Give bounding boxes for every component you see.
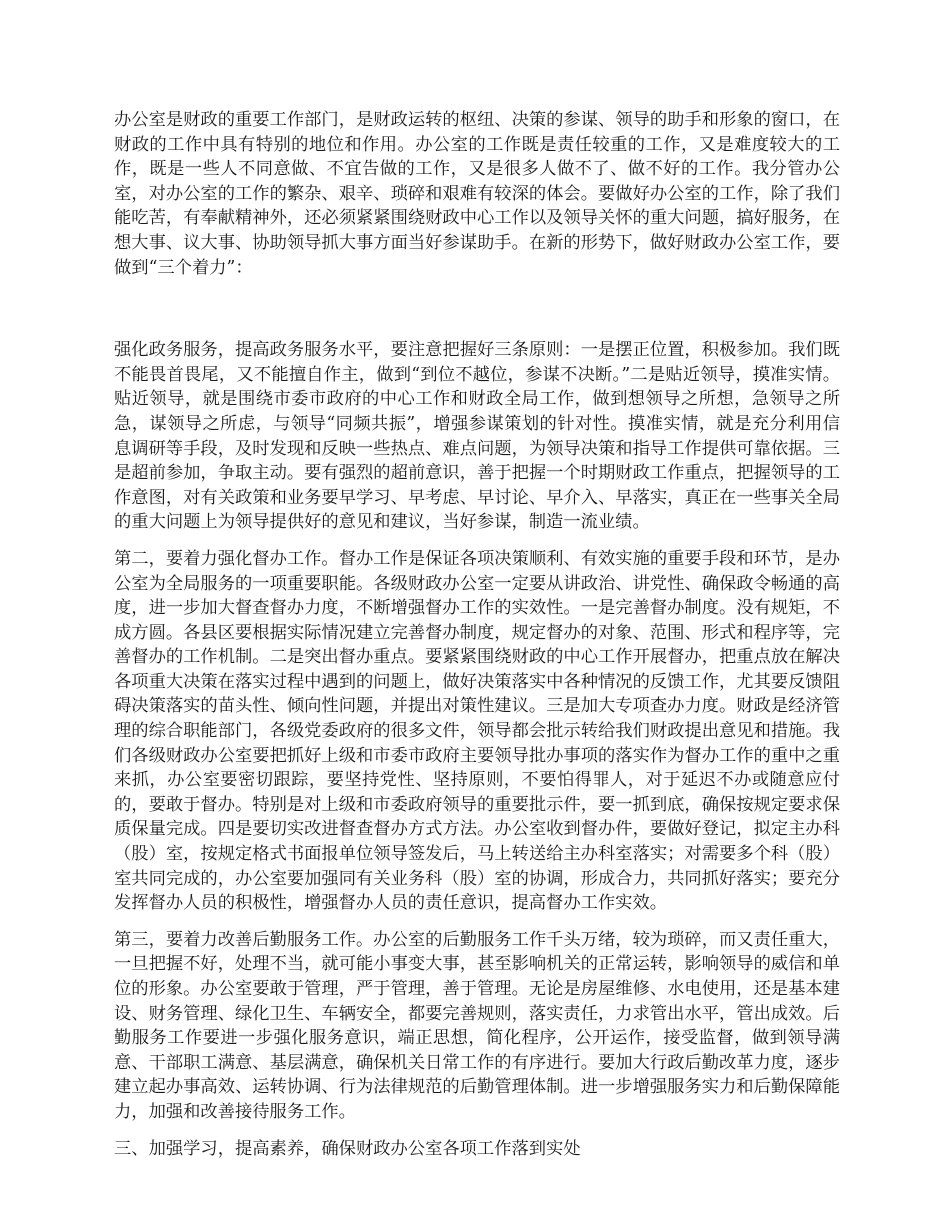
section-heading: 三、加强学习，提高素养，确保财政办公室各项工作落到实处: [114, 1138, 581, 1159]
intro-paragraph: 办公室是财政的重要工作部门，是财政运转的枢纽、决策的参谋、领导的助手和形象的窗口，在财政的工作中具有特别的地位和作用。办公室的工作既是责任较重的工作，又是难度较大的工作，既是一些人不同意做、不宜告做的工作，又是很多人做不了、做不好的工作。我分管办公室，对办公室的工作的繁杂、艰辛、琐碎和艰难有较深的体会。要做好办公室的工作，除了我们能吃苦，有奉献精神外，还必须紧紧围绕财政中心工作以及领导关怀的重大问题，搞好服务，在想大事、议大事、协助领导抓大事方面当好参谋助手。在新的形势下，做好财政办公室工作，要做到“三个着力”：: [114, 110, 840, 278]
document-body: [114, 108, 840, 1161]
paragraph-supervision-work: 第二，要着力强化督办工作。督办工作是保证各项决策顺利、有效实施的重要手段和环节，是办公室为全局服务的一项重要职能。各级财政办公室一定要从讲政治、讲党性、确保政令畅通的高度，进一步加大督查督办力度，不断增强督办工作的实效性。一是完善督办制度。没有规矩，不成方圆。各县区要根据实际情况建立完善督办制度，规定督办的对象、范围、形式和程序等，完善督办的工作机制。二是突出督办重点。要紧紧围绕财政的中心工作开展督办，把重点放在解决各项重大决策在落实过程中遇到的问题上，做好决策落实中各种情况的反馈工作，尤其要反馈阻碍决策落实的苗头性、倾向性问题，并提出对策性建议。三是加大专项查办力度。财政是经济管理的综合职能部门，各级党委政府的很多文件，领导都会批示转给我们财政提出意见和措施。我们各级财政办公室要把抓好上级和市委市政府主要领导批办事项的落实作为督办工作的重中之重来抓，办公室要密切跟踪，要坚持党性、坚持原则，不要怕得罪人，对于延迟不办或随意应付的，要敢于督办。特别是对上级和市委政府领导的重要批示件，要一抓到底，确保按规定要求保质保量完成。四是要切实改进督查督办方式方法。办公室收到督办件，要做好登记，拟定主办科（股）室，按规定格式书面报单位领导签发后，马上转送给主办科室落实；对需要多个科（股）室共同完成的，办公室要加强同有关业务科（股）室的协调，形成合力，共同抓好落实；要充分发挥督办人员的积极性，增强督办人员的责任意识，提高督办工作实效。: [114, 548, 840, 914]
paragraph-logistics-service: 第三，要着力改善后勤服务工作。办公室的后勤服务工作千头万绪，较为琐碎，而又责任重大，一旦把握不好，处理不当，就可能小事变大事，甚至影响机关的正常运转，影响领导的威信和单位的形象。办公室要敢于管理，严于管理，善于管理。无论是房屋维修、水电使用，还是基本建设、财务管理、绿化卫生、车辆安全，都要完善规则，落实责任，力求管出水平，管出成效。后勤服务工作要进一步强化服务意识，端正思想，简化程序，公开运作，接受监督，做到领导满意、干部职工满意、基层满意，确保机关日常工作的有序进行。要加大行政后勤改革力度，逐步建立起办事高效、运转协调、行为法律规范的后勤管理体制。进一步增强服务实力和后勤保障能力，加强和改善接待服务工作。: [114, 929, 840, 1122]
paragraph-strengthen-service: 强化政务服务，提高政务服务水平，要注意把握好三条原则：一是摆正位置，积极参加。我们既不能畏首畏尾，又不能擅自作主，做到“到位不越位，参谋不决断。”二是贴近领导，摸准实情。贴近领导，就是围绕市委市政府的中心工作和财政全局工作，做到想领导之所想，急领导之所急，谋领导之所虑，与领导“同频共振”，增强参谋策划的针对性。摸准实情，就是充分利用信息调研等手段，及时发现和反映一些热点、难点问题，为领导决策和指导工作提供可靠依据。三是超前参加，争取主动。要有强烈的超前意识，善于把握一个时期财政工作重点，把握领导的工作意图，对有关政策和业务要早学习、早考虑、早讨论、早介入、早落实，真正在一些事关全局的重大问题上为领导提供好的意见和建议，当好参谋，制造一流业绩。: [114, 340, 840, 533]
